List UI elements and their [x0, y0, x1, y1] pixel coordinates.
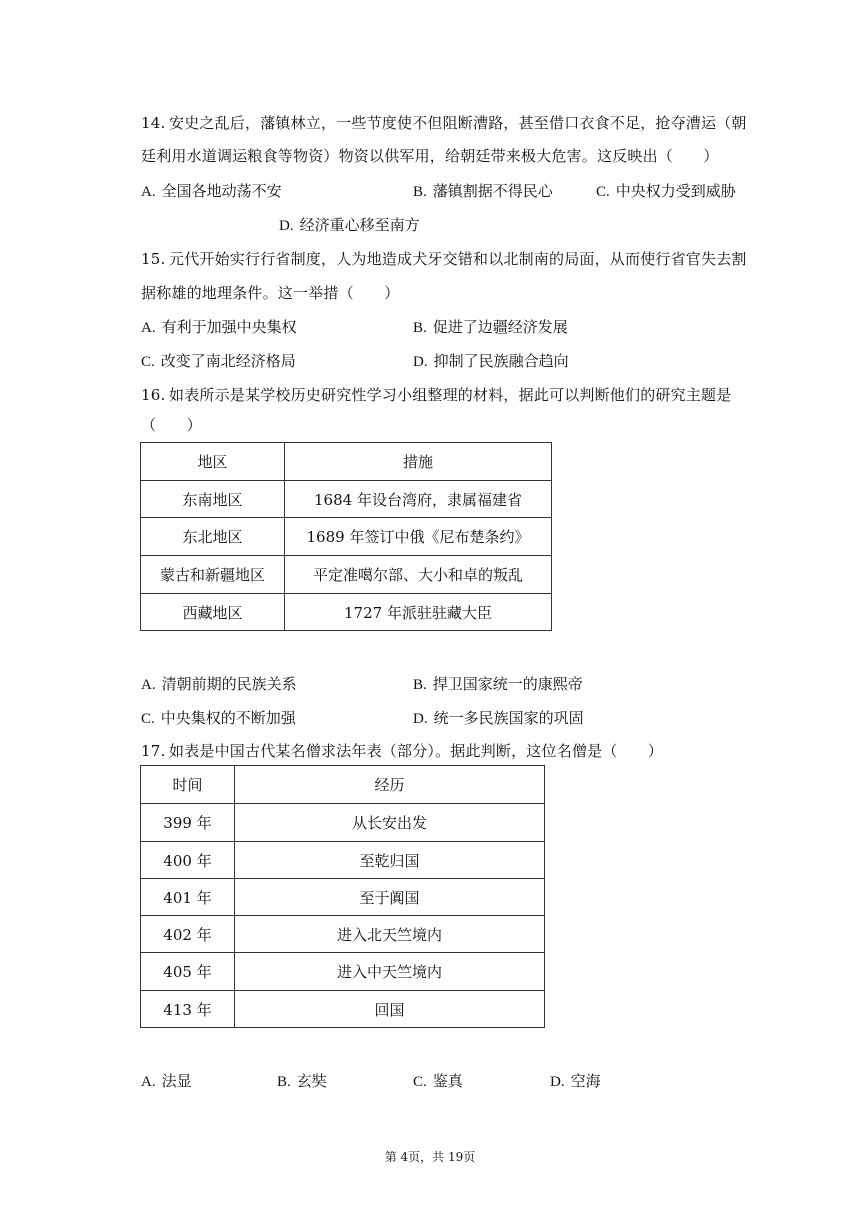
table-cell: 400 年	[141, 842, 235, 879]
question-number: 15.	[141, 250, 166, 268]
table-cell: 1727 年派驻驻藏大臣	[285, 594, 552, 631]
table-cell: 至于阗国	[235, 879, 545, 916]
option-a[interactable]: A. 法显	[141, 1072, 192, 1090]
option-b[interactable]: B. 藩镇割据不得民心	[413, 182, 553, 200]
data-table	[140, 442, 552, 631]
table-header-cell: 经历	[235, 766, 545, 804]
question-number: 17.	[141, 742, 166, 760]
option-c[interactable]: C. 中央权力受到威胁	[596, 182, 736, 200]
table-cell: 402 年	[141, 916, 235, 953]
option-d[interactable]: D. 经济重心移至南方	[279, 216, 420, 234]
table-cell: 401 年	[141, 879, 235, 916]
table-cell: 东北地区	[141, 518, 285, 556]
table-cell: 西藏地区	[141, 594, 285, 631]
table-row	[141, 916, 545, 953]
table-row	[141, 804, 545, 842]
question-number: 16.	[141, 386, 166, 404]
table-cell: 进入北天竺境内	[235, 916, 545, 953]
question-15-line-2: 据称雄的地理条件。这一举措（ ）	[141, 284, 400, 302]
option-d[interactable]: D. 统一多民族国家的巩固	[413, 709, 584, 727]
table-row	[141, 594, 552, 631]
table-header-row	[141, 766, 545, 804]
option-d[interactable]: D. 空海	[550, 1072, 601, 1090]
question-17-line-1	[141, 740, 663, 761]
option-a[interactable]: A. 全国各地动荡不安	[141, 182, 282, 200]
table-cell: 1689 年签订中俄《尼布楚条约》	[285, 518, 552, 556]
table-cell: 1684 年设台湾府，隶属福建省	[285, 481, 552, 518]
data-table	[140, 765, 545, 1028]
option-a[interactable]: A. 有利于加强中央集权	[141, 318, 297, 336]
table-row	[141, 481, 552, 518]
table-header-row	[141, 443, 552, 481]
table-cell: 回国	[235, 991, 545, 1028]
table-row	[141, 556, 552, 594]
option-b[interactable]: B. 玄奘	[277, 1072, 327, 1090]
table-cell: 413 年	[141, 991, 235, 1028]
table-row	[141, 518, 552, 556]
option-b[interactable]: B. 促进了边疆经济发展	[413, 318, 568, 336]
table-cell: 从长安出发	[235, 804, 545, 842]
table-cell: 至乾归国	[235, 842, 545, 879]
question-number: 14.	[141, 114, 166, 132]
question-text: 如表所示是某学校历史研究性学习小组整理的材料，据此可以判断他们的研究主题是	[169, 386, 732, 404]
table-cell: 405 年	[141, 953, 235, 991]
page-footer: 第 4页，共 19页	[384, 1150, 476, 1164]
table-row	[141, 842, 545, 879]
question-14-line-2: 廷利用水道调运粮食等物资）物资以供军用，给朝廷带来极大危害。这反映出（ ）	[141, 147, 719, 165]
table-row	[141, 953, 545, 991]
table-cell: 平定准噶尔部、大小和卓的叛乱	[285, 556, 552, 594]
table-row	[141, 991, 545, 1028]
option-c[interactable]: C. 中央集权的不断加强	[141, 709, 296, 727]
question-text: 元代开始实行行省制度，人为地造成犬牙交错和以北制南的局面，从而使行省官失去割	[169, 250, 747, 268]
table-cell: 399 年	[141, 804, 235, 842]
option-c[interactable]: C. 鉴真	[413, 1072, 463, 1090]
option-a[interactable]: A. 清朝前期的民族关系	[141, 675, 297, 693]
question-text: 如表是中国古代某名僧求法年表（部分）。据此判断，这位名僧是（ ）	[169, 742, 664, 760]
option-c[interactable]: C. 改变了南北经济格局	[141, 352, 296, 370]
table-cell: 东南地区	[141, 481, 285, 518]
option-b[interactable]: B. 捍卫国家统一的康熙帝	[413, 675, 583, 693]
question-15-line-1	[141, 248, 747, 269]
table-header-cell: 措施	[285, 443, 552, 481]
question-text: 安史之乱后，藩镇林立，一些节度使不但阻断漕路，甚至借口衣食不足，抢夺漕运（朝	[169, 114, 747, 132]
table-cell: 蒙古和新疆地区	[141, 556, 285, 594]
option-d[interactable]: D. 抑制了民族融合趋向	[413, 352, 569, 370]
table-cell: 进入中天竺境内	[235, 953, 545, 991]
question-16-line-2: （ ）	[141, 416, 202, 434]
table-header-cell: 时间	[141, 766, 235, 804]
question-14-line-1	[141, 112, 747, 133]
table-header-cell: 地区	[141, 443, 285, 481]
table-row	[141, 879, 545, 916]
question-16-line-1	[141, 384, 731, 405]
